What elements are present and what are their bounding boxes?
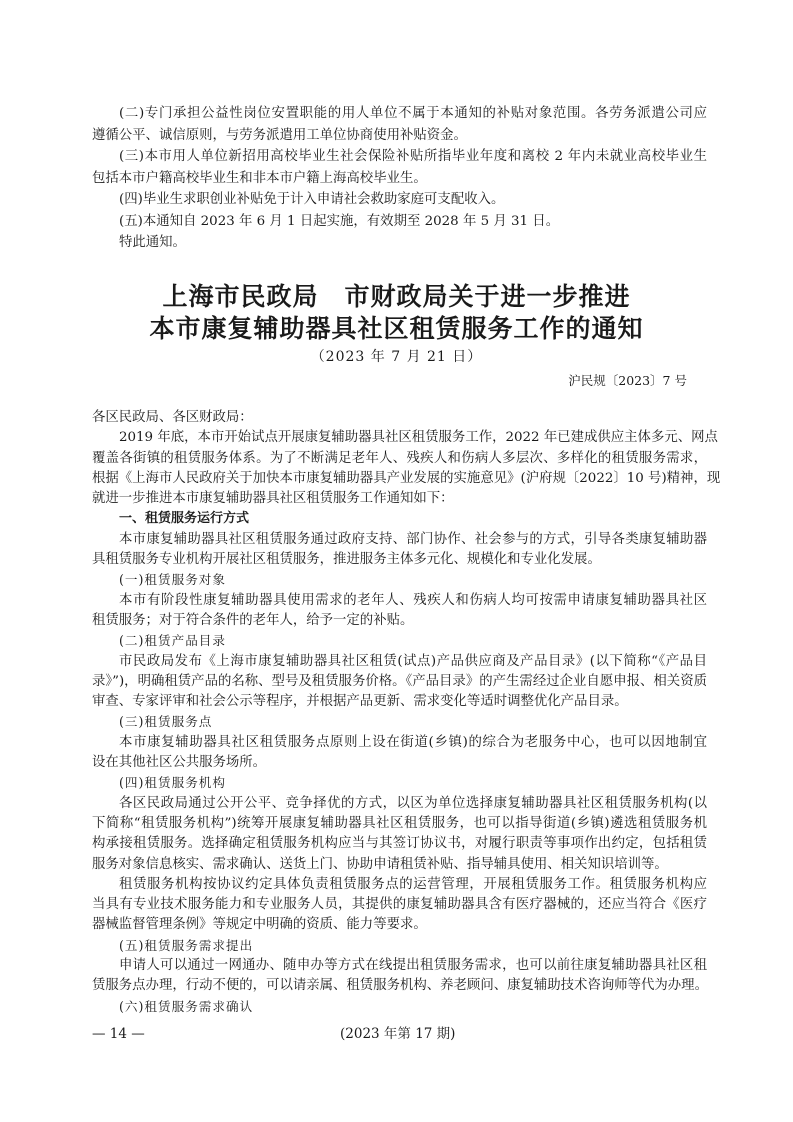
- paragraph-line: 审查、专家评审和社会公示等程序，并根据产品更新、需求变化等适时调整优化产品目录。: [92, 694, 628, 710]
- notice-date: （2023 年 7 月 21 日）: [310, 349, 483, 365]
- paragraph-line: 根据《上海市人民政府关于加快本市康复辅助器具产业发展的实施意见》(沪府规〔2022〕10 号)精神，现: [92, 470, 721, 486]
- paragraph-line: 2019 年底，本市开始试点开展康复辅助器具社区租赁服务工作，2022 年已建成供应主体多元、网点: [119, 430, 718, 446]
- subsection-heading: (二)租赁产品目录: [119, 633, 226, 649]
- paragraph-line: 各区民政局通过公开公平、竞争择优的方式，以区为单位选择康复辅助器具社区租赁服务机构(以: [119, 795, 707, 811]
- subsection-heading: (三)租赁服务点: [119, 714, 213, 730]
- paragraph-line: 包括本市户籍高校毕业生和非本市户籍上海高校毕业生。: [92, 170, 427, 186]
- document-number: 沪民规〔2023〕7 号: [568, 373, 687, 388]
- previous-notice-ending: [92, 103, 707, 254]
- paragraph-line: 本市康复辅助器具社区租赁服务通过政府支持、部门协作、社会参与的方式，引导各类康复辅助器: [119, 531, 707, 547]
- paragraph-line: 申请人可以通过一网通办、随申办等方式在线提出租赁服务需求，也可以前往康复辅助器具社区租: [119, 958, 707, 974]
- paragraph-line: 构承接租赁服务。选择确定租赁服务机构应当与其签订协议书，对履行职责等事项作出约定，包括租赁: [92, 836, 707, 852]
- paragraph-line: 覆盖各街镇的租赁服务体系。为了不断满足老年人、残疾人和伤病人多层次、多样化的租赁服务需求，: [92, 450, 707, 466]
- paragraph-line: 器械监督管理条例》等规定中明确的资质、能力等要求。: [92, 917, 427, 933]
- notice-title-line-1: 上海市民政局 市财政局关于进一步推进: [162, 282, 631, 311]
- paragraph-line: 下简称“租赁服务机构”)统筹开展康复辅助器具社区租赁服务，也可以指导街道(乡镇)遴选租赁服务机: [92, 815, 707, 831]
- subsection-heading: (四)租赁服务机构: [119, 775, 226, 791]
- paragraph-line: 具租赁服务专业机构开展社区租赁服务，推进服务主体多元化、规模化和专业化发展。: [92, 552, 601, 568]
- paragraph-line: 服务对象信息核实、需求确认、送货上门、协助申请租赁补贴、指导辅具使用、相关知识培训等。: [92, 856, 668, 872]
- paragraph-line: (二)专门承担公益性岗位安置职能的用人单位不属于本通知的补贴对象范围。各劳务派遣公司应: [119, 106, 707, 121]
- notice-title-line-2: 本市康复辅助器具社区租赁服务工作的通知: [149, 314, 644, 343]
- page-number: — 14 —: [92, 1026, 145, 1042]
- salutation: 各区民政局、各区财政局：: [92, 410, 253, 425]
- paragraph-line: 租赁服务；对于符合条件的老年人，给予一定的补贴。: [92, 612, 414, 628]
- paragraph-line: 当具有专业技术服务能力和专业服务人员，其提供的康复辅助器具含有医疗器械的，还应当符合《医疗: [92, 897, 707, 913]
- paragraph-line: (四)毕业生求职创业补贴免于计入申请社会救助家庭可支配收入。: [119, 192, 505, 207]
- paragraph-line: (五)本通知自 2023 年 6 月 1 日起实施，有效期至 2028 年 5 月 31 日。: [119, 213, 560, 229]
- issue-label: (2023 年第 17 期): [340, 1026, 456, 1042]
- subsection-heading: (六)租赁服务需求确认: [119, 998, 254, 1014]
- paragraph-line: 遵循公平、诚信原则，与劳务派遣用工单位协商使用补贴资金。: [92, 127, 467, 143]
- paragraph-line: 本市有阶段性康复辅助器具使用需求的老年人、残疾人和伤病人均可按需申请康复辅助器具社区: [119, 592, 707, 608]
- paragraph-line: 设在其他社区公共服务场所。: [92, 755, 267, 771]
- paragraph-line: 租赁服务机构按协议约定具体负责租赁服务点的运营管理，开展租赁服务工作。租赁服务机构应: [119, 876, 707, 892]
- section-heading: 一、租赁服务运行方式: [119, 511, 250, 527]
- paragraph-line: 录》”)，明确租赁产品的名称、型号及租赁服务价格。《产品目录》的产生需经过企业自愿申报、相关资质: [92, 673, 707, 689]
- paragraph-line: 市民政局发布《上海市康复辅助器具社区租赁(试点)产品供应商及产品目录》(以下简称“《产品目: [119, 653, 707, 669]
- subsection-heading: (一)租赁服务对象: [119, 572, 226, 588]
- paragraph-line: 就进一步推进本市康复辅助器具社区租赁服务工作通知如下：: [92, 491, 454, 507]
- paragraph-line: 赁服务点办理，行动不便的，可以请亲属、租赁服务机构、养老顾问、康复辅助技术咨询师等代为办理。: [92, 978, 708, 994]
- notice-body: [92, 408, 721, 1017]
- paragraph-line: 特此通知。: [119, 235, 186, 250]
- subsection-heading: (五)租赁服务需求提出: [119, 937, 254, 953]
- paragraph-line: (三)本市用人单位新招用高校毕业生社会保险补贴所指毕业年度和离校 2 年内未就业高校毕业生: [119, 149, 707, 164]
- paragraph-line: 本市康复辅助器具社区租赁服务点原则上设在街道(乡镇)的综合为老服务中心，也可以因地制宜: [119, 734, 707, 750]
